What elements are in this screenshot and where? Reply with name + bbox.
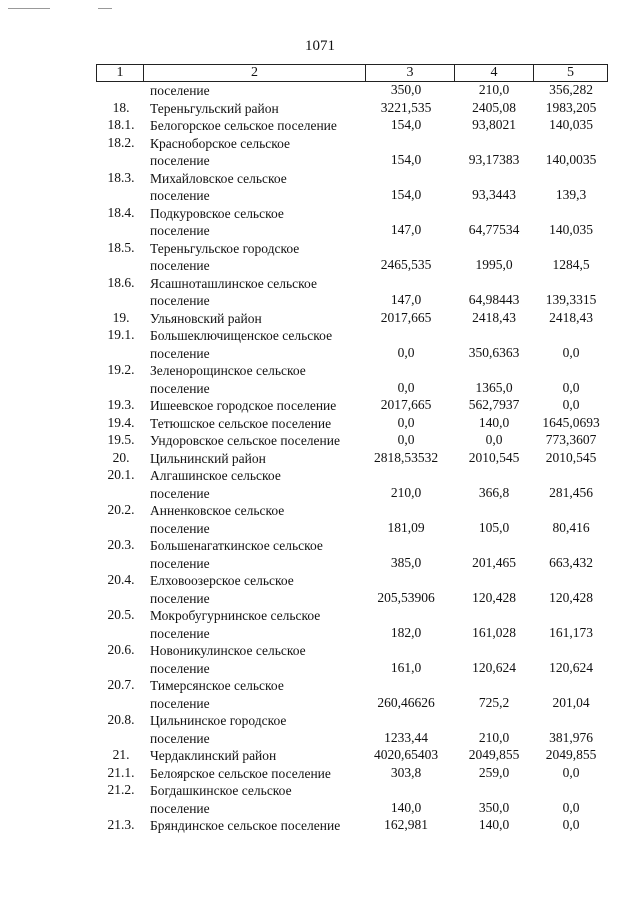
value-col-4: 161,028 [472,624,516,640]
row-number: 19. [112,309,130,325]
table-row [0,240,640,275]
table-row [0,117,640,135]
value-col-4: 350,6363 [468,344,520,360]
value-col-4: 2049,855 [468,747,520,762]
value-col-5: 0,0 [562,764,580,780]
value-col-5: 2418,43 [549,309,593,325]
row-number: 20.7. [107,677,135,692]
table-row [0,467,640,502]
value-col-5: 80,416 [552,519,590,535]
settlement-name: Бряндинское сельское поселение [150,818,341,833]
settlement-name: Зеленорощинское сельское [150,363,306,378]
value-col-5: 201,04 [552,694,590,710]
row-number: 20.5. [107,607,135,622]
value-col-3: 154,0 [390,152,422,167]
settlement-name: Анненковское сельское [150,503,285,518]
value-col-3: 154,0 [390,117,422,132]
table-row [0,817,640,835]
row-number: 20.3. [107,537,135,552]
value-col-4: 1995,0 [475,257,513,272]
value-col-4: 120,624 [472,659,516,675]
value-col-5: 120,428 [549,589,593,605]
row-number: 19.4. [107,414,135,430]
value-col-3: 1233,44 [384,729,428,745]
settlement-name: поселение [150,380,210,396]
row-number: 21.2. [107,782,135,797]
value-col-5: 120,624 [549,659,593,675]
value-col-5: 140,035 [549,117,593,132]
value-col-4: 105,0 [478,519,510,535]
settlement-name: поселение [150,625,210,641]
settlement-name: Тереньгульский район [150,100,279,116]
row-number: 19.5. [107,432,135,447]
value-col-5: 139,3 [555,187,587,202]
table-row [0,607,640,642]
value-col-5: 139,3315 [545,292,597,307]
value-col-3: 210,0 [390,484,422,500]
settlement-name: Новоникулинское сельское [150,643,306,658]
value-col-3: 385,0 [390,554,422,570]
table-row [0,677,640,712]
value-col-3: 2017,665 [380,309,432,325]
value-col-5: 1645,0693 [542,414,600,430]
table-row [0,205,640,240]
table-row [0,362,640,397]
table-row [0,397,640,415]
settlement-name: поселение [150,223,210,238]
table-row [0,572,640,607]
value-col-3: 0,0 [397,379,415,395]
settlement-name: Белогорское сельское поселение [150,118,337,133]
settlement-name: Красноборское сельское [150,135,291,151]
settlement-name: Тимерсянское сельское [150,678,284,693]
value-col-4: 0,0 [485,432,503,447]
settlement-name: поселение [150,730,210,746]
value-col-5: 0,0 [562,379,580,395]
value-col-3: 2017,665 [380,397,432,412]
value-col-3: 3221,535 [380,99,432,115]
row-number: 18.4. [107,204,135,220]
row-number: 20.8. [107,712,135,727]
settlement-name: Елховоозерское сельское [150,573,294,588]
value-col-3: 0,0 [397,432,415,447]
value-col-5: 1284,5 [552,257,590,272]
table-row [0,135,640,170]
value-col-5: 281,456 [549,484,593,500]
row-number: 19.2. [107,362,135,377]
settlement-name: поселение [150,695,210,711]
row-number: 18.6. [107,274,135,290]
settlement-name: Ясашноташлинское сельское [150,275,317,291]
header-col-3: 3 [366,65,455,81]
value-col-3: 147,0 [390,292,422,307]
value-col-5: 140,0035 [545,152,597,167]
value-col-3: 182,0 [390,624,422,640]
value-col-4: 93,8021 [472,117,516,132]
row-number: 21. [112,747,130,762]
value-col-5: 2010,545 [545,449,597,465]
row-number: 20.6. [107,642,135,657]
table-row [0,415,640,433]
value-col-5: 1983,205 [545,99,597,115]
row-number: 18.1. [107,117,135,132]
scan-artifact [98,8,112,9]
value-col-4: 64,77534 [468,222,520,237]
settlement-name: Тереньгульское городское [150,240,300,256]
value-col-4: 725,2 [478,694,510,710]
value-col-3: 2818,53532 [373,449,439,465]
value-col-3: 260,46626 [377,694,435,710]
page-number: 1071 [305,38,335,54]
value-col-4: 201,465 [472,554,516,570]
settlement-name: Ульяновский район [150,310,262,326]
settlement-name: Подкуровское сельское [150,205,284,221]
table-row [0,712,640,747]
value-col-5: 381,976 [549,729,593,745]
value-col-4: 1365,0 [475,379,513,395]
row-number: 21.3. [107,817,135,832]
header-col-5: 5 [567,65,574,80]
value-col-3: 0,0 [397,344,415,360]
value-col-5: 0,0 [562,397,580,412]
row-number: 20.4. [107,572,135,587]
value-col-3: 161,0 [390,659,422,675]
value-col-4: 140,0 [478,414,510,430]
row-number: 18. [112,99,130,115]
header-col-1: 1 [97,65,144,81]
row-number: 18.3. [107,169,135,185]
table-row [0,275,640,310]
row-number: 18.2. [107,134,135,150]
value-col-4: 64,98443 [468,292,520,307]
value-col-3: 162,981 [384,817,428,832]
settlement-name: Михайловское сельское [150,170,287,186]
value-col-5: 663,432 [549,554,593,570]
value-col-4: 210,0 [478,729,510,745]
settlement-name: Мокробугурнинское сельское [150,608,321,623]
value-col-3: 350,0 [390,82,422,97]
settlement-name: поселение [150,153,210,168]
settlement-name: поселение [150,590,210,606]
row-number: 20.2. [107,502,135,517]
value-col-4: 140,0 [478,817,510,832]
table-row [0,747,640,765]
value-col-4: 210,0 [478,82,510,97]
settlement-name: Ишеевское городское поселение [150,398,337,413]
value-col-5: 0,0 [562,799,580,815]
value-col-3: 205,53906 [377,589,435,605]
value-col-3: 147,0 [390,222,422,237]
value-col-4: 259,0 [478,764,510,780]
table-row [0,82,640,100]
value-col-4: 366,8 [478,484,510,500]
row-number: 20. [112,449,130,465]
settlement-name: поселение [150,800,210,816]
table-header [96,64,608,82]
row-number: 20.1. [107,467,135,482]
value-col-3: 4020,65403 [373,747,439,762]
value-col-5: 2049,855 [545,747,597,762]
header-col-2: 2 [144,65,366,81]
settlement-name: Тетюшское сельское поселение [150,415,332,431]
value-col-3: 154,0 [390,187,422,202]
table-row [0,537,640,572]
settlement-name: поселение [150,660,210,676]
table-row [0,502,640,537]
row-number: 19.3. [107,397,135,412]
value-col-5: 0,0 [562,817,580,832]
value-col-5: 356,282 [549,82,593,97]
settlement-name: Большенагаткинское сельское [150,538,323,553]
settlement-name: Белоярское сельское поселение [150,765,331,781]
table-row [0,432,640,450]
table-row [0,310,640,328]
settlement-name: Цильнинское городское [150,713,287,728]
value-col-5: 161,173 [549,624,593,640]
settlement-name: поселение [150,485,210,501]
settlement-name: Богдашкинское сельское [150,783,292,798]
value-col-5: 0,0 [562,344,580,360]
value-col-3: 181,09 [387,519,425,535]
row-number: 19.1. [107,327,135,342]
settlement-name: поселение [150,293,210,308]
value-col-3: 0,0 [397,414,415,430]
settlement-name: Ундоровское сельское поселение [150,433,340,448]
value-col-4: 2010,545 [468,449,520,465]
settlement-name: поселение [150,520,210,536]
value-col-4: 350,0 [478,799,510,815]
table-row [0,100,640,118]
header-col-4: 4 [455,65,534,81]
value-col-3: 140,0 [390,799,422,815]
row-number: 21.1. [107,764,135,780]
value-col-5: 773,3607 [545,432,597,447]
settlement-name: Большеключищенское сельское [150,328,333,343]
settlement-name: поселение [150,188,210,203]
settlement-name: Цильнинский район [150,450,266,466]
settlement-name: поселение [150,345,210,361]
value-col-3: 303,8 [390,764,422,780]
settlement-name: Алгашинское сельское [150,468,281,483]
table-row [0,765,640,783]
table-row [0,642,640,677]
value-col-5: 140,035 [549,222,593,237]
settlement-name: поселение [150,258,210,273]
value-col-4: 120,428 [472,589,516,605]
value-col-4: 2405,08 [472,99,516,115]
table-row [0,450,640,468]
table-row [0,327,640,362]
value-col-4: 562,7937 [468,397,520,412]
settlement-name: поселение [150,83,210,98]
value-col-4: 93,3443 [472,187,516,202]
settlement-name: поселение [150,555,210,571]
settlement-name: Чердаклинский район [150,748,277,763]
value-col-3: 2465,535 [380,257,432,272]
table-row [0,170,640,205]
value-col-4: 2418,43 [472,309,516,325]
table-row [0,782,640,817]
scan-artifact [8,8,50,9]
value-col-4: 93,17383 [468,152,520,167]
row-number: 18.5. [107,239,135,255]
